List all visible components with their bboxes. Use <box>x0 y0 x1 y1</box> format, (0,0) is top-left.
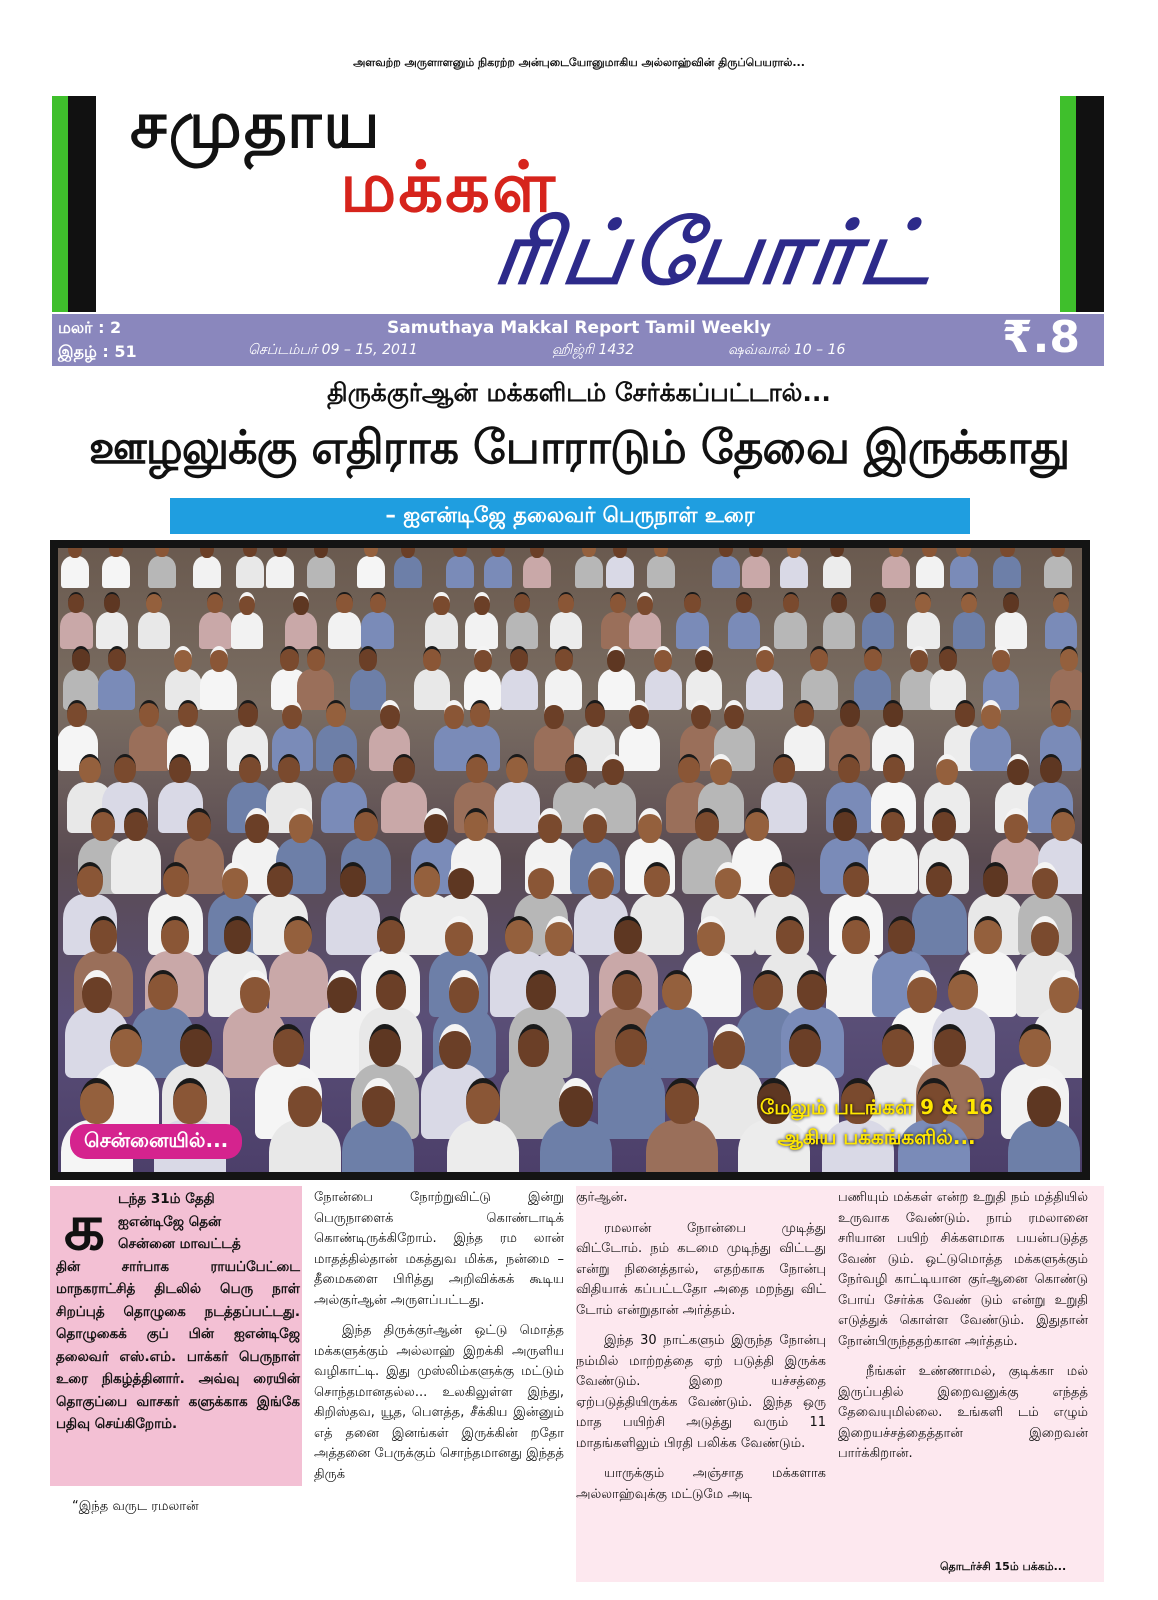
crowd-person-head <box>336 592 352 613</box>
crowd-person-head <box>881 808 905 841</box>
crowd-person-body <box>629 612 661 649</box>
crowd-person-head <box>224 916 252 954</box>
crowd-person-head <box>282 700 302 729</box>
photo-caption-more <box>760 1092 993 1152</box>
crowd-person-head <box>67 700 87 727</box>
crowd-person-head <box>289 808 313 843</box>
article-column-2 <box>314 1188 564 1495</box>
crowd-person-body <box>148 556 176 588</box>
crowd-person-head <box>888 916 916 954</box>
crowd-person-head <box>932 808 956 841</box>
hijri-year: ஹிஜ்ரி 1432 <box>552 342 635 358</box>
crowd-person-head <box>245 808 269 843</box>
crowd-person-body <box>523 556 551 588</box>
crowd-person-body <box>61 556 89 588</box>
crowd-person-head <box>1007 754 1029 785</box>
crowd-person-head <box>583 808 607 843</box>
crowd-person-head <box>464 808 488 841</box>
masthead-bar-right-green <box>1060 96 1076 312</box>
crowd-person-body <box>774 612 806 649</box>
article-paragraph: நீங்கள் உண்ணாமல், குடிக்கா மல் இருப்பதில் இறைவனுக்கு எந்தத் தேவையுமில்லை. உங்களி டம் எழும் இறையச்சத்தைத்தான் இறைவன் பார்க்கிறான். <box>838 1364 1088 1461</box>
crowd-person-head <box>514 592 530 613</box>
crowd-person-body <box>361 612 393 649</box>
crowd-person-head <box>1040 754 1062 783</box>
crowd-person-head <box>833 808 857 841</box>
crowd-person-head <box>612 970 642 1010</box>
main-headline: ஊழலுக்கு எதிராக போராடும் தேவை இருக்காது <box>88 420 1070 474</box>
bismillah-line: அளவற்ற அருளாளனும் நிகரற்ற அன்புடையோனுமாகிய அல்லாஹ்வின் திருப்பெயரால்... <box>353 56 805 69</box>
crowd-person-body <box>907 612 939 649</box>
crowd-person-body <box>575 556 603 588</box>
crowd-person-head <box>602 754 624 785</box>
crowd-person-head <box>607 646 625 672</box>
issue-date-range: செப்டம்பர் 09 – 15, 2011 <box>248 342 418 358</box>
crowd-person-body <box>1008 1120 1080 1172</box>
issue-number: இதழ் : 51 <box>58 342 137 361</box>
lead-continuation: “இந்த வருட ரமலான் <box>72 1499 199 1514</box>
crowd-person-head <box>376 970 406 1010</box>
crowd-person-head <box>565 754 587 783</box>
crowd-person-head <box>955 700 975 727</box>
crowd-person-head <box>362 1078 396 1127</box>
crowd-person-head <box>981 700 1001 729</box>
crowd-person-head <box>414 862 440 897</box>
crowd-person-head <box>615 1024 647 1067</box>
crowd-person-head <box>169 754 191 783</box>
crowd-person-head <box>474 592 490 615</box>
crowd-person-head <box>558 592 574 613</box>
masthead-title-samuthaya: சமுதாய <box>130 86 382 163</box>
crowd-person-body <box>60 612 92 649</box>
crowd-person-head <box>1004 808 1028 843</box>
crowd-person-head <box>545 916 573 956</box>
crowd-person-body <box>993 556 1021 588</box>
crowd-person-head <box>506 754 528 783</box>
crowd-person-head <box>783 592 799 613</box>
crowd-person-head <box>68 592 84 613</box>
crowd-person-head <box>544 700 564 729</box>
crowd-person-head <box>267 862 293 897</box>
crowd-person-head <box>724 700 744 729</box>
crowd-person-body <box>550 612 582 649</box>
crowd-person-head <box>691 700 711 729</box>
crowd-person-body <box>1045 612 1077 649</box>
crowd-person-head <box>910 646 928 672</box>
crowd-person-head <box>1051 700 1071 727</box>
crowd-person-head <box>148 970 178 1010</box>
crowd-person-head <box>588 862 614 899</box>
crowd-person-head <box>280 646 298 671</box>
crowd-person-head <box>210 646 228 672</box>
article-dropcap: க <box>64 1190 105 1265</box>
crowd-person-body <box>862 612 894 649</box>
crowd-person-head <box>538 808 562 843</box>
issue-volume: மலர் : 2 <box>58 318 122 337</box>
crowd-person-head <box>678 754 700 783</box>
crowd-person-head <box>776 916 804 954</box>
crowd-person-head <box>948 970 978 1010</box>
crowd-person-head <box>1049 970 1079 1013</box>
crowd-person-head <box>695 646 713 672</box>
crowd-person-head <box>505 916 533 954</box>
lead-paragraph <box>56 1188 300 1436</box>
crowd-person-head <box>939 646 957 671</box>
crowd-person-head <box>870 592 886 613</box>
crowd-person-body <box>96 612 128 649</box>
crowd-person-head <box>110 1024 142 1067</box>
masthead-bar-left-black <box>68 96 96 312</box>
crowd-person-head <box>108 646 126 671</box>
crowd-person-head <box>662 970 692 1010</box>
lead-line-1: டந்த 31ம் தேதி <box>118 1191 215 1207</box>
article-paragraph: பணியும் மக்கள் என்ற உறுதி நம் மத்தியில் உருவாக வேண்டும். நாம் ரமலானை சரியான பயிற் சிக்களமாக பயன்படுத்த வேண் டும். ஒட்டுமொத்த மக்களுக்கும் நேர்வழி காட்டியான குர்ஆனை கொண்டு போய் சேர்க்க வேண் டும் என்று உறுதி எடுத்துக் கொள்ள வேண்டும். இதுதான் நோன்பிருந்ததற்கான அர்த்தம். <box>838 1190 1088 1349</box>
crowd-person-body <box>823 612 855 649</box>
article-paragraph: இந்த 30 நாட்களும் இருந்த நோன்பு நம்மில் மாற்றத்தை ஏற் படுத்தி இருக்க வேண்டும். இறை யச்சத்தை ஏற்படுத்தியிருக்க வேண்டும். இந்த ஒரு மாத பயிற்சி அடுத்து வரும் 11 மாதங்களிலும் பிரதி பலிக்க வேண்டும். <box>576 1333 826 1451</box>
photo-caption-more-line2: ஆகிய பக்கங்களில்... <box>777 1125 976 1149</box>
crowd-person-head <box>448 862 474 899</box>
lead-line-3: சென்னை மாவட்டத் <box>118 1236 241 1252</box>
crowd-person-head <box>629 700 649 729</box>
crowd-person-body <box>540 1120 612 1172</box>
crowd-person-head <box>359 646 377 671</box>
crowd-person-head <box>90 916 118 954</box>
crowd-person-body <box>285 612 317 649</box>
crowd-person-head <box>222 862 248 899</box>
crowd-person-head <box>239 592 255 615</box>
crowd-person-head <box>238 700 258 727</box>
crowd-person-body <box>342 1120 414 1172</box>
crowd-person-head <box>789 1024 821 1067</box>
crowd-person-head <box>936 754 958 785</box>
crowd-person-head <box>637 592 653 615</box>
crowd-person-head <box>510 646 528 671</box>
crowd-person-head <box>380 700 400 729</box>
crowd-person-head <box>864 646 882 671</box>
crowd-person-head <box>526 970 556 1010</box>
crowd-person-head <box>713 1024 745 1069</box>
crowd-person-head <box>433 592 449 615</box>
crowd-person-head <box>327 970 357 1013</box>
crowd-person-head <box>1060 646 1078 671</box>
crowd-person-body <box>328 612 360 649</box>
crowd-person-head <box>961 592 977 613</box>
masthead-title-report: ரிப்போர்ட் <box>488 200 942 304</box>
crowd-person-body <box>446 556 474 588</box>
continued-on-page: தொடர்ச்சி 15ம் பக்கம்... <box>940 1560 1067 1573</box>
crowd-person-body <box>823 556 851 588</box>
crowd-person-head <box>146 592 162 613</box>
crowd-person-head <box>614 916 642 954</box>
crowd-person-head <box>207 592 223 613</box>
crowd-person-head <box>377 916 405 954</box>
crowd-person-head <box>1051 808 1075 841</box>
crowd-person-body <box>102 556 130 588</box>
crowd-person-body <box>742 556 770 588</box>
crowd-person-head <box>79 754 101 783</box>
crowd-person-head <box>974 916 1002 954</box>
crowd-person-head <box>883 700 903 727</box>
crowd-person-head <box>163 862 189 897</box>
crowd-person-head <box>926 862 952 897</box>
crowd-person-head <box>585 700 605 727</box>
crowd-person-head <box>810 646 828 671</box>
crowd-person-head <box>240 970 270 1013</box>
crowd-person-head <box>769 862 795 897</box>
crowd-person-head <box>239 754 261 783</box>
crowd-person-body <box>676 612 708 649</box>
crowd-person-head <box>424 808 448 843</box>
crowd-person-body <box>995 612 1027 649</box>
crowd-person-body <box>712 556 740 588</box>
crowd-person-head <box>983 862 1009 897</box>
crowd-person-body <box>199 612 231 649</box>
crowd-person-body <box>646 1120 718 1172</box>
article-paragraph: ரமலான் நோன்பை முடித்து விட்டோம். நம் கடமை முடிந்து விட்டது என்று நினைத்தால், எதற்காக நோன்பு விதியாக் கப்பட்டதோ அதை மறந்து விட் டோம் என்றுதான் அர்த்தம். <box>576 1220 826 1318</box>
crowd-person-head <box>934 1024 966 1067</box>
crowd-person-head <box>710 754 732 785</box>
crowd-person-head <box>992 646 1010 672</box>
crowd-person-head <box>559 1078 593 1127</box>
crowd-person-head <box>654 646 672 672</box>
crowd-person-head <box>610 592 626 613</box>
crowd-person-body <box>1044 556 1072 588</box>
crowd-person-body <box>307 556 335 588</box>
crowd-photo <box>58 548 1082 1172</box>
article-column-3 <box>576 1188 826 1515</box>
photo-caption-more-line1: மேலும் படங்கள் 9 & 16 <box>760 1095 994 1119</box>
crowd-person-head <box>518 1024 550 1067</box>
crowd-person-head <box>444 700 464 729</box>
crowd-person-head <box>842 916 870 954</box>
crowd-person-head <box>72 646 90 671</box>
crowd-person-body <box>357 556 385 588</box>
crowd-person-body <box>193 556 221 588</box>
masthead-title-makkal: மக்கள் <box>340 146 558 228</box>
crowd-person-head <box>665 1078 699 1124</box>
article-paragraph: குர்ஆன். <box>576 1190 628 1205</box>
crowd-person-head <box>697 916 725 956</box>
crowd-person-head <box>273 1024 305 1067</box>
masthead-bar-left-green <box>52 96 68 312</box>
crowd-person-head <box>840 700 860 727</box>
crowd-person-head <box>393 754 415 783</box>
crowd-person-head <box>1027 1078 1061 1127</box>
crowd-person-head <box>1019 1024 1051 1067</box>
crowd-person-head <box>470 700 490 727</box>
headline-kicker: திருக்குர்ஆன் மக்களிடம் சேர்க்கப்பட்டால்... <box>327 378 831 407</box>
article-paragraph: நோன்பை நோற்றுவிட்டு இன்று பெருநாளைக் கொண்டாடிக் கொண்டிருக்கிறோம். இந்த ரம லான் மாதத்தில்தான் மகத்துவ மிக்க, நன்மை – தீமைகளை பிரித்து அறிவிக்கக் கூடிய அல்குர்ஆன் அருளப்பட்டது. <box>314 1190 564 1308</box>
crowd-person-head <box>174 646 192 672</box>
crowd-person-head <box>1053 592 1069 613</box>
crowd-person-body <box>231 612 263 649</box>
crowd-person-head <box>695 808 719 841</box>
crowd-person-head <box>715 862 741 899</box>
crowd-person-body <box>780 556 808 588</box>
crowd-person-head <box>187 808 211 841</box>
crowd-person-head <box>466 754 488 783</box>
article-paragraph: யாருக்கும் அஞ்சாத மக்களாக அல்லாஹ்வுக்கு மட்டுமே அடி <box>576 1466 826 1502</box>
crowd-person-head <box>340 862 366 897</box>
crowd-person-head <box>284 916 312 954</box>
crowd-person-head <box>423 646 441 671</box>
crowd-person-head <box>907 970 937 1013</box>
crowd-person-head <box>91 808 115 841</box>
crowd-person-head <box>882 1024 914 1067</box>
crowd-person-body <box>266 556 294 588</box>
crowd-person-body <box>465 612 497 649</box>
lead-line-2: ஐஎன்டிஜே தென் <box>118 1213 222 1230</box>
crowd-person-head <box>139 700 159 727</box>
crowd-person-head <box>173 1078 207 1124</box>
crowd-person-head <box>684 592 700 613</box>
crowd-person-head <box>288 1078 322 1127</box>
crowd-person-head <box>644 862 670 897</box>
crowd-person-body <box>447 1120 519 1172</box>
crowd-person-head <box>831 592 847 613</box>
crowd-person-head <box>370 592 386 613</box>
article-paragraph: இந்த திருக்குர்ஆன் ஒட்டு மொத்த மக்களுக்கும் அல்லாஹ் இறக்கி அருளிய வழிகாட்டி. இது முஸ்லிம்களுக்கு மட்டும் சொந்தமானதல்ல... உலகிலுள்ள இந்து, கிறிஸ்தவ, யூத, பௌத்த, சீக்கிய இன்னும் எத் தனை இனங்கள் இருக்கின் றதோ அத்தனை பேருக்கும் சொந்தமானது இந்தத் திருக் <box>314 1323 564 1482</box>
crowd-person-head <box>439 1024 471 1069</box>
crowd-person-body <box>728 612 760 649</box>
crowd-person-head <box>104 592 120 613</box>
crowd-person-head <box>794 700 814 727</box>
hijri-month-range: ஷவ்வால் 10 – 16 <box>728 342 846 358</box>
crowd-person-body <box>394 556 422 588</box>
crowd-person-head <box>445 916 473 956</box>
crowd-person-head <box>449 970 479 1013</box>
crowd-person-body <box>647 556 675 588</box>
crowd-person-head <box>161 916 189 954</box>
crowd-person-head <box>528 862 554 899</box>
crowd-person-head <box>124 808 148 841</box>
crowd-person-head <box>80 1078 114 1124</box>
crowd-person-head <box>753 970 783 1010</box>
crowd-person-head <box>797 970 827 1010</box>
subhead-text: – ஐஎன்டிஜே தலைவர் பெருநாள் உரை <box>385 503 755 527</box>
photo-caption-location: சென்னையில்... <box>70 1124 242 1159</box>
crowd-person-body <box>953 612 985 649</box>
crowd-person-head <box>77 862 103 897</box>
crowd-person-head <box>307 646 325 671</box>
article-column-4 <box>838 1188 1088 1475</box>
crowd-person-head <box>278 754 300 783</box>
crowd-person-head <box>326 700 346 727</box>
crowd-person-head <box>369 1024 401 1067</box>
lead-body: தின் சார்பாக ராயப்பேட்டை மாநகராட்சித் திடலில் பெரு நாள் சிறப்புத் தொழுகை நடத்தப்பட்டது. தொழுகைக் குப் பின் ஐஎன்டிஜே தலைவர் எஸ்.எம். பாக்கர் பெருநாள் உரை நிகழ்த்தினார். அவ்வு ரையின் தொகுப்பை வாசகர் களுக்காக இங்கே பதிவு செய்கிறோம். <box>56 1258 300 1432</box>
crowd-person-head <box>883 754 905 783</box>
crowd-person-body <box>236 556 264 588</box>
crowd-person-head <box>1031 916 1059 956</box>
crowd-person-head <box>466 1078 500 1124</box>
crowd-person-head <box>745 808 769 841</box>
crowd-person-head <box>736 592 752 613</box>
crowd-person-head <box>838 754 860 783</box>
crowd-person-body <box>425 612 457 649</box>
crowd-person-body <box>138 612 170 649</box>
crowd-person-head <box>82 970 112 1013</box>
crowd-person-body <box>916 556 944 588</box>
crowd-person-head <box>474 646 492 672</box>
crowd-person-head <box>638 808 662 843</box>
publication-name: Samuthaya Makkal Report Tamil Weekly <box>387 318 771 338</box>
masthead-bar-right-black <box>1076 96 1104 312</box>
crowd-person-head <box>333 754 355 783</box>
issue-price: ₹.8 <box>1002 312 1080 363</box>
crowd-person-body <box>269 1120 341 1172</box>
crowd-person-head <box>178 700 198 727</box>
crowd-person-head <box>756 646 774 672</box>
crowd-person-head <box>555 646 573 671</box>
crowd-person-head <box>843 862 869 897</box>
crowd-person-head <box>773 754 795 783</box>
crowd-person-body <box>484 556 512 588</box>
crowd-person-head <box>1003 592 1019 613</box>
crowd-person-head <box>293 592 309 615</box>
crowd-person-body <box>506 612 538 649</box>
crowd-person-head <box>354 808 378 841</box>
crowd-person-head <box>114 754 136 783</box>
crowd-person-body <box>606 556 634 588</box>
crowd-person-body <box>950 556 978 588</box>
crowd-person-head <box>1032 862 1058 899</box>
crowd-person-head <box>915 592 931 613</box>
crowd-person-body <box>882 556 910 588</box>
crowd-person-head <box>180 1024 212 1067</box>
